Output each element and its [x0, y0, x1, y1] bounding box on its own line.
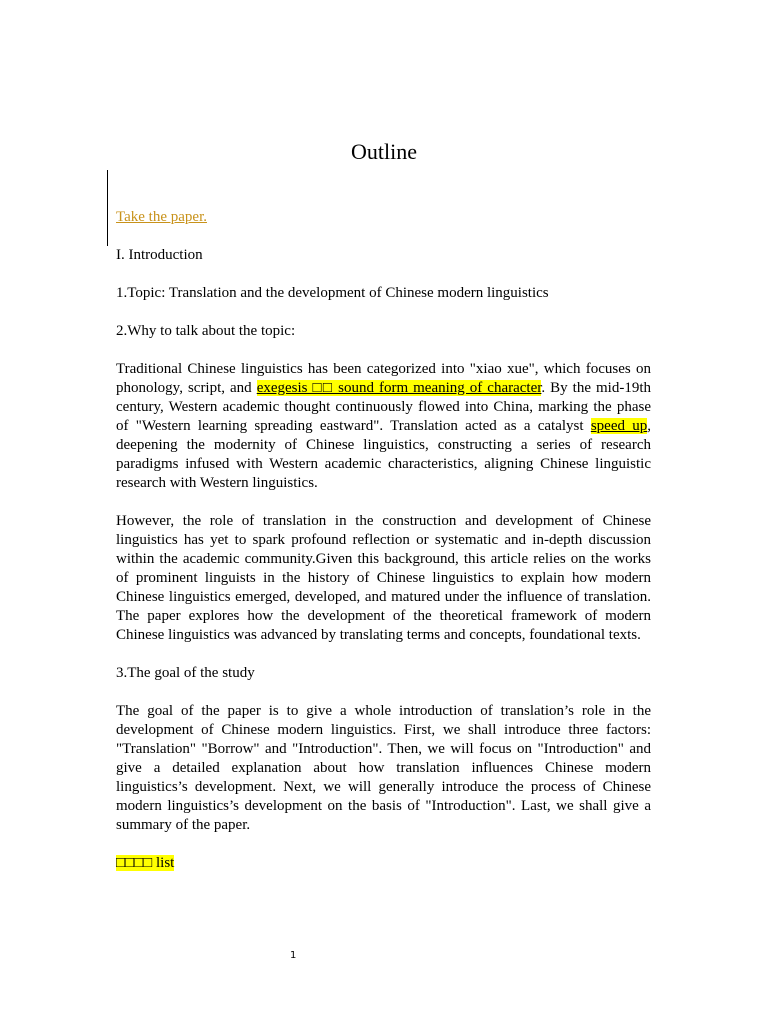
paragraph-traditional-linguistics: [116, 360, 651, 493]
para1-text-start: Traditional Chinese linguistics has been categorized into "xiao xue", which focuses on phonology, script, and: [116, 361, 651, 396]
highlight-speed-up: speed up: [590, 418, 648, 434]
highlight-exegesis: exegesis □□ sound form meaning of character: [256, 380, 542, 396]
paragraph-role-of-translation: However, the role of translation in the construction and development of Chinese linguistics has yet to spark profound reflection or systematic and in-depth discussion within the academic community.Given this background, this article relies on the works of prominent linguists in the history of Chinese linguistics to explain how modern Chinese linguistics emerged, developed, and matured under the influence of translation. The paper explores how the development of the theoretical framework of modern Chinese linguistics was advanced by translating terms and concepts, foundational texts.: [116, 513, 651, 643]
introduction-heading: I. Introduction: [116, 247, 203, 263]
take-the-paper-link[interactable]: Take the paper.: [116, 209, 207, 225]
goal-heading: 3.The goal of the study: [116, 665, 255, 681]
highlight-list: □□□□ list: [116, 855, 175, 871]
paragraph-goal: The goal of the paper is to give a whole introduction of translation’s role in the development of Chinese modern linguistics. First, we shall introduce three factors: "Translation" "Borrow" and "Introduction". Then, we will focus on "Introduction" and give a detailed explanation about how translation influences Chinese modern linguistics’s development. Next, we will generally introduce the process of Chinese modern linguistics’s development on the basis of "Introduction". Last, we shall give a summary of the paper.: [116, 703, 651, 833]
para1-text-end: , deepening the modernity of Chinese linguistics, constructing a series of research paradigms infused with Western academic characteristics, aligning Chinese linguistic research with Western linguistics.: [116, 418, 651, 491]
topic-line: 1.Topic: Translation and the development of Chinese modern linguistics: [116, 285, 549, 301]
document-title: Outline: [351, 139, 417, 164]
para1-text-middle: . By the mid-19th century, Western academic thought continuously flowed into China, marking the phase of "Western learning spreading eastward". Translation acted as a catalyst: [116, 380, 651, 434]
why-heading: 2.Why to talk about the topic:: [116, 323, 296, 339]
text-cursor-bar: [107, 170, 108, 246]
page-number: 1: [290, 950, 297, 961]
document-body: [116, 208, 651, 892]
